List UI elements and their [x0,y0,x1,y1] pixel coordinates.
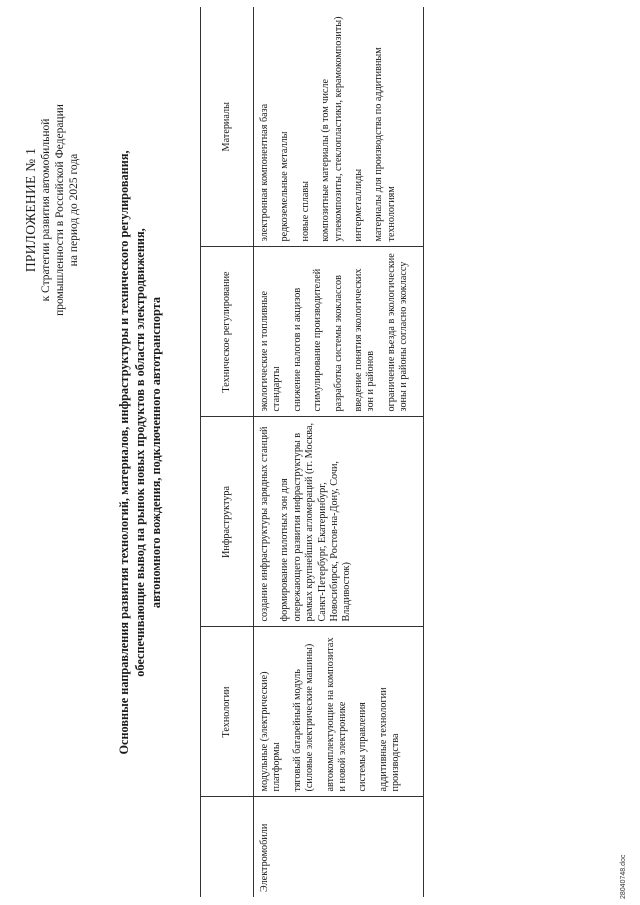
appendix-line: на период до 2025 года [68,153,80,267]
row-category: Электромобили [254,797,424,897]
infrastructure-item: формирование пилотных зон для опережающего развития инфраструктуры в рамках крупнейших агломераций (гг. Москва, Санкт-Петербург, Екатеринбург, Новосибирск, Ростов-на-Дону, Сочи, Владивосток) [279,422,353,622]
material-item: интерметаллиды [353,168,365,242]
regulation-cell [254,247,424,417]
infrastructure-item: создание инфраструктуры зарядных станций [259,426,270,622]
technology-item: аддитивные технологии производства [377,687,402,792]
table-header-row [201,7,254,897]
technology-item: тяговый батарейный модуль (силовые электрические машины) [291,643,316,792]
regulation-item: экологические и топливные стандарты [259,291,283,412]
material-item: электронная компонентная база [259,103,270,242]
technology-item: системы управления [357,702,369,792]
title-line: Основные направления развития технологий, материалов, инфраструктуры и технического регулирования, [117,150,131,755]
table-row [254,7,424,897]
title-line: обеспечивающие вывод на рынок новых продуктов в области электродвижения, [133,228,147,677]
column-header-category [201,797,254,897]
appendix-line: промышленности в Российской Федерации [54,104,66,316]
directions-table [200,7,424,897]
technology-item: модульные (электрические) платформы [259,671,283,792]
material-item: материалы для производства по аддитивным технологиям [373,47,397,242]
material-item: композитные материалы (в том числе углекомпозиты, стеклопластики, керамокомпозиты) [320,16,344,242]
infrastructure-cell [254,417,424,627]
regulation-item: ограничение въезда в экологические зоны и районы согласно экоклассу [385,253,410,412]
document-code: 28040748.doc [620,854,627,899]
technologies-cell [254,627,424,797]
material-item: редкоземельные металлы [279,131,291,242]
regulation-item: введение понятия экологических зон и районов [353,268,377,412]
column-header-materials: Материалы [201,7,254,247]
appendix-header [22,60,81,360]
regulation-item: разработка системы экоклассов [332,275,344,412]
column-header-regulation: Техническое регулирование [201,247,254,417]
material-item: новые сплавы [299,180,311,242]
regulation-item: стимулирование производителей [312,268,324,412]
document-title [116,60,164,845]
appendix-number: ПРИЛОЖЕНИЕ № 1 [23,147,38,273]
regulation-item: снижение налогов и акцизов [291,287,303,412]
appendix-line: к Стратегии развития автомобильной [40,118,52,302]
column-header-technologies: Технологии [201,627,254,797]
technology-item: автокомплектующие на композитах и новой электронике [324,637,349,792]
materials-cell [254,7,424,247]
title-line: автономного вождения, подключенного автотранспорта [149,296,163,609]
column-header-infrastructure: Инфраструктура [201,417,254,627]
